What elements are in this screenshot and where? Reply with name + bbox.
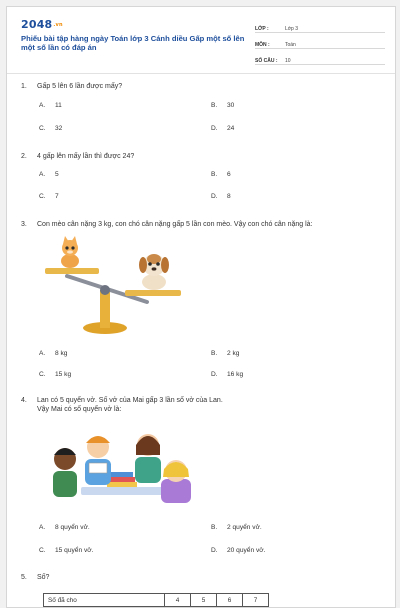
option-text: 24 [227, 125, 235, 132]
table-cell: 7 [243, 594, 269, 607]
question-text: Con mèo cân nặng 3 kg, con chó cân nặng gấp 5 lần con mèo. Vậy con chó cân nặng là: [37, 221, 313, 228]
worksheet-header [7, 7, 395, 74]
question-text: Gấp 5 lên 6 lần được mấy? [37, 83, 123, 90]
option-3d[interactable] [211, 371, 243, 378]
worksheet-title: Phiếu bài tập hàng ngày Toán lớp 3 Cánh diều Gấp một số lên một số lần có đáp án [21, 34, 245, 53]
meta-value: 10 [285, 58, 291, 64]
option-1a[interactable] [39, 102, 62, 109]
table [81, 487, 171, 495]
meta-row-count [255, 49, 385, 65]
option-text: 16 kg [227, 371, 244, 378]
option-1b[interactable] [211, 102, 234, 109]
question-text-line-2: Vậy Mai có số quyển vở là: [37, 406, 122, 414]
option-label: A. [39, 171, 46, 178]
option-text: 6 [227, 171, 231, 178]
question-number: 2. [21, 153, 27, 160]
table-row [44, 594, 269, 607]
option-label: B. [211, 524, 218, 531]
option-4d[interactable] [211, 547, 265, 554]
option-text: 5 [55, 171, 59, 178]
option-3a[interactable] [39, 350, 67, 357]
option-label: B. [211, 350, 218, 357]
number-table [43, 593, 269, 607]
table-cell: 6 [217, 594, 243, 607]
option-label: A. [39, 102, 46, 109]
question-1 [21, 82, 122, 91]
option-text: 7 [55, 193, 59, 200]
option-2b[interactable] [211, 171, 231, 178]
option-text: 11 [55, 102, 62, 109]
question-number: 5. [21, 574, 27, 581]
scale-left-pan [45, 268, 99, 274]
child-4-icon [161, 460, 191, 503]
option-3c[interactable] [39, 371, 71, 378]
option-1c[interactable] [39, 125, 62, 132]
option-2c[interactable] [39, 193, 59, 200]
option-4b[interactable] [211, 524, 262, 531]
book-stack-icon [109, 477, 135, 482]
worksheet-meta [255, 17, 385, 65]
option-text: 2 quyển vở. [227, 524, 262, 531]
question-number: 3. [21, 221, 27, 228]
child-2-icon [85, 436, 111, 485]
meta-key: SỐ CÂU : [255, 58, 278, 64]
option-label: D. [211, 193, 218, 200]
option-1d[interactable] [211, 125, 234, 132]
logo-text: 2048 [21, 18, 53, 31]
question-3 [21, 220, 381, 229]
meta-row-class [255, 17, 385, 33]
option-label: C. [39, 193, 46, 200]
question-text: Số? [37, 574, 50, 581]
cat-icon [61, 236, 79, 268]
question-5 [21, 573, 49, 582]
option-text: 2 kg [227, 350, 240, 357]
option-text: 30 [227, 102, 235, 109]
book-stack-icon [111, 472, 133, 477]
site-logo[interactable] [21, 18, 63, 31]
meta-key: LỚP : [255, 26, 269, 32]
child-1-icon [53, 448, 77, 497]
question-4 [21, 396, 381, 415]
worksheet-page [6, 6, 396, 608]
option-text: 20 quyển vở. [227, 547, 266, 554]
option-2a[interactable] [39, 171, 59, 178]
option-4a[interactable] [39, 524, 90, 531]
cat-dog-scale-illustration [43, 232, 187, 340]
option-label: C. [39, 371, 46, 378]
scale-right-pan [125, 290, 181, 296]
table-cell: 5 [191, 594, 217, 607]
option-label: B. [211, 171, 218, 178]
child-3-icon [135, 434, 161, 483]
question-text: 4 gấp lên mấy lần thì được 24? [37, 153, 135, 160]
scale-pillar [100, 290, 110, 328]
meta-key: MÔN : [255, 42, 270, 48]
children-reading-illustration [51, 427, 201, 509]
table-cell: 4 [165, 594, 191, 607]
option-label: D. [211, 547, 218, 554]
question-text: Lan có 5 quyển vở. Số vở của Mai gấp 3 lần số vở của Lan. [37, 397, 223, 404]
option-text: 15 quyển vở. [55, 547, 94, 554]
dog-icon [139, 254, 169, 290]
option-text: 15 kg [55, 371, 72, 378]
meta-row-subject [255, 33, 385, 49]
option-label: A. [39, 350, 46, 357]
scale-pivot [100, 285, 110, 295]
option-text: 8 quyển vở. [55, 524, 90, 531]
option-label: D. [211, 371, 218, 378]
option-text: 32 [55, 125, 63, 132]
book-stack-icon [107, 482, 137, 487]
option-label: A. [39, 524, 46, 531]
option-4c[interactable] [39, 547, 93, 554]
option-label: C. [39, 125, 46, 132]
option-label: B. [211, 102, 218, 109]
option-3b[interactable] [211, 350, 239, 357]
option-2d[interactable] [211, 193, 231, 200]
option-label: D. [211, 125, 218, 132]
logo-suffix: .vn [53, 22, 63, 28]
table-row-label: Số đã cho [44, 594, 165, 607]
meta-value: Toán [285, 42, 296, 48]
meta-value: Lớp 3 [285, 26, 299, 32]
question-2 [21, 152, 134, 161]
option-text: 8 kg [55, 350, 68, 357]
question-number: 1. [21, 83, 27, 90]
question-number: 4. [21, 397, 27, 404]
option-text: 8 [227, 193, 231, 200]
option-label: C. [39, 547, 46, 554]
